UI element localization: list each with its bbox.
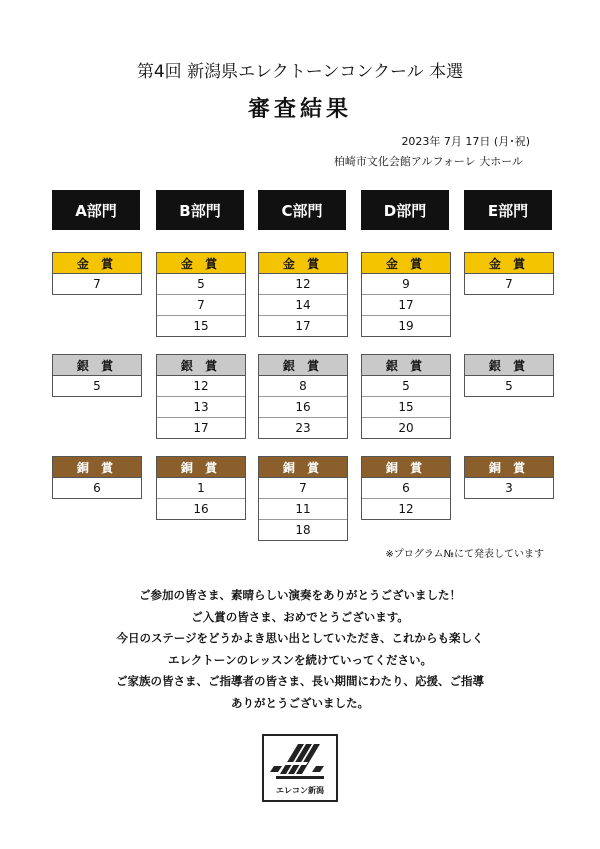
entry-number: 7: [505, 277, 513, 291]
award-entries: [53, 376, 141, 396]
award-entries: [157, 376, 245, 438]
page-subtitle: 審査結果: [247, 97, 352, 122]
silver-award-label: 銀 賞: [157, 355, 245, 376]
gold-award-label: 金 賞: [465, 253, 553, 274]
entry-number: 1: [197, 481, 205, 495]
gold-award-label: 金 賞: [157, 253, 245, 274]
gold-award-label: 金 賞: [259, 253, 347, 274]
silver-award-label: 銀 賞: [362, 355, 450, 376]
entry-number: 12: [193, 379, 209, 393]
bronze-award-box: [464, 456, 554, 499]
gold-award-box: [361, 252, 451, 337]
bronze-award-label: 銅 賞: [465, 457, 553, 478]
bronze-award-label: 銅 賞: [362, 457, 450, 478]
award-entries: [465, 376, 553, 396]
department-header: E部門: [464, 190, 552, 230]
bronze-award-box: [156, 456, 246, 520]
entry-number: 12: [295, 277, 311, 291]
entry-number: 5: [505, 379, 513, 393]
logo-caption: エレコン新潟: [276, 786, 324, 795]
award-entries: [53, 478, 141, 498]
entry-number: 8: [299, 379, 307, 393]
award-entries: [53, 274, 141, 294]
message-line: エレクトーンのレッスンを続けていってください。: [168, 652, 432, 667]
award-entries: [362, 478, 450, 519]
silver-award-label: 銀 賞: [465, 355, 553, 376]
silver-award-label: 銀 賞: [53, 355, 141, 376]
entry-number: 5: [402, 379, 410, 393]
event-date: 2023年 7月 17日 (月･祝): [401, 135, 530, 148]
entry-number: 7: [299, 481, 307, 495]
entry-number: 12: [362, 498, 450, 519]
award-entries: [362, 274, 450, 336]
entry-number: 16: [259, 396, 347, 417]
gold-award-label: 金 賞: [362, 253, 450, 274]
entry-number: 7: [93, 277, 101, 291]
closing-message: [0, 585, 600, 714]
award-entries: [465, 274, 553, 294]
silver-award-box: [52, 354, 142, 397]
entry-number: 5: [93, 379, 101, 393]
award-entries: [157, 274, 245, 336]
elecon-niigata-logo: [262, 734, 338, 802]
message-line: ご参加の皆さま、素晴らしい演奏をありがとうございました！: [139, 588, 461, 602]
award-entries: [259, 376, 347, 438]
silver-award-box: [156, 354, 246, 439]
program-note: ※プログラム№にて発表しています: [385, 549, 544, 560]
entry-number: 14: [259, 294, 347, 315]
gold-award-box: [52, 252, 142, 295]
award-entries: [362, 376, 450, 438]
message-line: ご家族の皆さま、ご指導者の皆さま、長い期間にわたり、応援、ご指導: [116, 674, 484, 688]
entry-number: 13: [157, 396, 245, 417]
gold-award-box: [258, 252, 348, 337]
silver-award-box: [361, 354, 451, 439]
entry-number: 5: [197, 277, 205, 291]
entry-number: 20: [362, 417, 450, 438]
award-entries: [259, 478, 347, 540]
bronze-award-box: [52, 456, 142, 499]
gold-award-box: [464, 252, 554, 295]
department-header: A部門: [52, 190, 140, 230]
bronze-award-box: [361, 456, 451, 520]
department-header: B部門: [156, 190, 244, 230]
entry-number: 3: [505, 481, 513, 495]
entry-number: 6: [93, 481, 101, 495]
entry-number: 18: [259, 519, 347, 540]
award-entries: [465, 478, 553, 498]
entry-number: 11: [259, 498, 347, 519]
message-line: 今日のステージをどうかよき思い出としていただき、これからも楽しく: [116, 631, 484, 645]
silver-award-box: [258, 354, 348, 439]
entry-number: 17: [362, 294, 450, 315]
department-header: D部門: [361, 190, 449, 230]
bronze-award-box: [258, 456, 348, 541]
entry-number: 19: [362, 315, 450, 336]
entry-number: 17: [259, 315, 347, 336]
department-header: C部門: [258, 190, 346, 230]
award-entries: [259, 274, 347, 336]
page-title: 第4回 新潟県エレクトーンコンクール 本選: [136, 62, 464, 82]
silver-award-label: 銀 賞: [259, 355, 347, 376]
entry-number: 15: [157, 315, 245, 336]
gold-award-label: 金 賞: [53, 253, 141, 274]
bronze-award-label: 銅 賞: [53, 457, 141, 478]
award-entries: [157, 478, 245, 519]
entry-number: 9: [402, 277, 410, 291]
piano-keys-logo-icon: [264, 736, 336, 786]
gold-award-box: [156, 252, 246, 337]
entry-number: 15: [362, 396, 450, 417]
bronze-award-label: 銅 賞: [259, 457, 347, 478]
silver-award-box: [464, 354, 554, 397]
entry-number: 17: [157, 417, 245, 438]
message-line: ご入賞の皆さま、おめでとうございます。: [191, 609, 409, 624]
entry-number: 6: [402, 481, 410, 495]
bronze-award-label: 銅 賞: [157, 457, 245, 478]
entry-number: 16: [157, 498, 245, 519]
event-venue: 柏崎市文化会館アルフォーレ 大ホール: [333, 155, 523, 168]
message-line: ありがとうございました。: [231, 695, 369, 710]
entry-number: 23: [259, 417, 347, 438]
entry-number: 7: [157, 294, 245, 315]
